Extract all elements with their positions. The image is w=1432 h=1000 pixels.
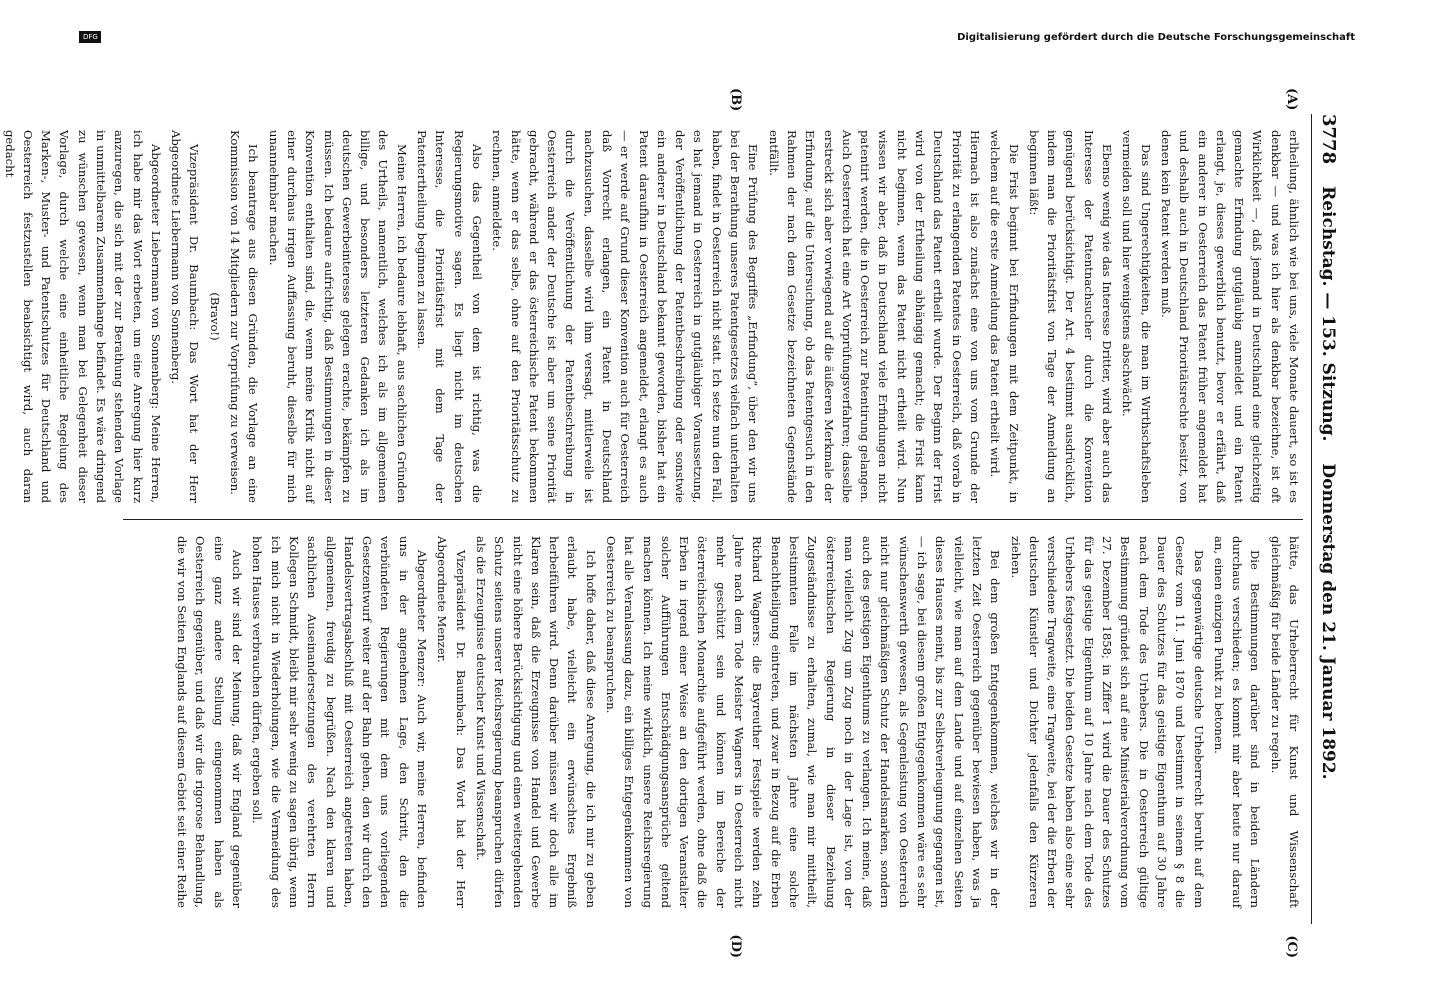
paragraph: Eine Prüfung des Begriffes „Erfindung“, über den wir uns bei der Berathung unseres Patentgesetzes vielfach unterhalten haben, findet in Oesterreich nicht statt. Ich setze nun den Fall, es hat jemand in Oesterreich in gutgläubiger Voraussetzung, der Veröffentlichung der Patentbeschreibung oder sonstwie ein anderer in Deutschland bekannt geworden, bisher hat ein Patent daraufhin in Oesterreich angemeldet, erlangt es auch — er werde auf Grund dieser Konvention auch für Oesterreich daß Vorrecht erlangen, ein Patent in Deutschland nachzusuchen, dasselbe wird ihm versagt, mittlerweile ist durch die Veröffentlichung der Patentbeschreibung in Oesterreich ander der Deutsche ist aber um seine Priorität gebracht, während er das österreichische Patent bekommen hätte, wenn er das selbe, ohne auf den Prioritätsschutz zu rechnen, anmeldete. [490,130,761,503]
margin-letter-a: (A) [1284,88,1299,111]
page-number: 3778 [1318,114,1339,165]
dfg-logo: DFG [79,31,101,43]
paragraph: Ich hoffe daher, daß diese Anregung, die ich mir zu geben erlaubt habe, vielleicht ein erwünschtes Ergebniß herbeiführen wird. Denn darüber müssen wir doch alle im Klaren sein, daß die Erzeugnisse von Handel und Gewerbe nicht eine höhere Berücksichtigung und einen weitergehenden Schutz seitens unserer Reichsregierung beanspruchen dürfen als die Erzeugnisse deutscher Kunst und Wissenschaft. [473,536,598,908]
paragraph: Also das Gegentheil von dem ist richtig, was die Regierungsmotive sagen. Es liegt nicht im deutschen Interesse, die Prioritätsfrist mit dem Tage der Patentertheilung beginnen zu lassen. [415,130,484,503]
paragraph: Vizepräsident Dr. Baumbach: Das Wort hat der Herr Abgeordnete Menzer. [435,536,468,908]
header-date: Donnerstag den 21. Januar 1892. [1318,463,1338,780]
interjection: (Bravo!) [207,292,222,341]
text-columns [2,88,1303,958]
right-column [123,519,1303,924]
paragraph: Die Frist beginnt bei Erfindungen mit dem Zeitpunkt, in welchem auf die erste Anmeldung das Patent ertheilt wird. [988,130,1021,503]
paragraph: Abgeordneter Menzer: Auch wir, meine Herren, befinden uns in der angenehmen Lage, den Schritt, den die verbündeten Regierungen mit dem uns vorliegenden Gesetzentwurf weiter auf der Bahn gehen, den wir durch den Handelsvertragsabschluß mit Oesterreich angetreten haben, allgemeinen, freudig zu begrüßen. Nach den klaren und sachlichen Auseinandersetzungen des verehrten Herrn Kollegen Schmidt, bleibt mir sehr wenig zu sagen übrig, wenn ich mich nicht in Wiederholungen, wie die Vermeidung des hohen Hauses verbrauchen dürfen, ergeben soll. [250,536,430,908]
paragraph: Vizepräsident Dr. Baumbach: Das Wort hat der Herr Abgeordnete Liebermann von Sonnenberg. [169,130,202,503]
paragraph: Das gegenwärtige deutsche Urheberrecht beruht auf dem Gesetz vom 11. Juni 1870 und bestimmt in seinem § 8 die Dauer des Schutzes für das geistige Eigenthum auf 30 Jahre nach dem Tode des Urhebers. Die in Oesterreich gültige Bestimmung gründet sich auf eine Ministerialverordnung vom 27. Dezember 1858; in Ziffer 1 wird die Dauer des Schutzes für das geistige Eigenthum auf 10 Jahre nach dem Tode des Urhebers festgesetzt. Die beiden Gesetze haben also eine sehr verschiedene Tragweite, eine Tragweite, bei der die Erben der deutschen Künstler und Dichter jedenfalls den Kürzeren ziehen. [1008,536,1206,908]
document-page [2,30,1361,970]
paragraph: Bei dem großen Entgegenkommen, welches wir in der letzten Zeit Oesterreich gegenüber bewiesen haben, was ja vielleicht, wie man auf dem Lande und auf einzelnen Seiten dieses Hauses meint, bis zur Selbstverleugnung gegangen ist, — ich sage, bei diesem großen Entgegenkommen wäre es sehr wünschenswerth gewesen, als Gegenleistung von Oesterreich nicht nur gleichmäßigen Schutz der Handelsmarken, sondern auch des geistigen Eigenthums zu verlangen. Ich meine, daß man vielleicht Zug um Zug noch in der Lage ist, von der österreichischen Regierung in dieser Beziehung Zugeständnisse zu erhalten, zumal, wie man mir mittheilt, bestimmten Falle im nächsten Jahre eine solche Benachtheiligung eintreten, und zwar in Bezug auf die Erben Richard Wagners: die Bayreuther Festspiele werden zehn Jahre nach dem Tode Meister Wagners in Oesterreich nicht mehr geschützt sein und können im Bereiche der österreichischen Monarchie aufgeführt werden, ohne daß die Erben in irgend einer Weise an den dortigen Veranstalter solcher Aufführungen Entschädigungsansprüche geltend machen können. Ich meine wirklich, unsere Reichsregierung hat alle Veranlassung dazu, ein billiges Entgegenkommen von Oesterreich zu beanspruchen. [604,536,1003,908]
digitization-note: Digitalisierung gefördert durch die Deutsche Forschungsgemeinschaft [957,32,1355,43]
paragraph: Meine Herren, ich bedaure lebhaft, aus sachlichen Gründen des Urtheils, namentlich, welches ich als im allgemeinen billige, und besonders letzteren Gedanken ich als im deutschen Gewerbeinteresse gelegen erachte, bekämpfen zu müssen. Ich bedaure aufrichtig, daß Bestimmungen in dieser Konvention enthalten sind, die, wenn meine Kritik nicht auf einer durchaus irrigen Auffassung beruht, dieselbe für mich unannehmbar machen. [266,130,409,503]
paragraph: Abgeordneter Liebermann von Sonnenberg: Meine Herren, ich habe mir das Wort erbeten, um eine Anregung hier kurz anzuregen, die sich mit der zur Berathung stehenden Vorlage in unmittelbarem Zusammenhange befindet. Es wäre dringend zu wünschen gewesen, wenn man bei Gelegenheit dieser Vorlage, durch welche eine einheitliche Regelung des Marken-, Muster- und Patentschutzes für Deutschland und Oesterreich festzustellen beabsichtigt wird, auch daran gedacht [2,130,163,503]
left-column [2,114,1303,519]
margin-letter-d: (D) [728,934,743,958]
paragraph: Ebenso wenig wie das Interesse Dritter, wird aber auch das Interesse der Patentnachsucher durch die Konvention genügend berücksichtigt. Der Art. 4 bestimmt ausdrücklich, indem man die Prioritätsfrist von Tage der Anmeldung an beginnen läßt: [1026,130,1115,503]
paragraph: Ich beantrage aus diesen Gründen, die Vorlage an eine Kommission von 14 Mitgliedern zur Vorprüfung zu verweisen. [228,130,261,503]
paragraph: Auch wir sind der Meinung, daß wir England gegenüber eine ganz andere Stellung eingenommen haben als Oesterreich gegenüber, und daß wir die rigorose Behandlung, die wir von Seiten Englands auf diesem Gebiet seit einer Reihe [175,536,245,908]
paragraph: Die Bestimmungen darüber sind in beiden Ländern durchaus verschieden; es kommt mir aber heute nur darauf an, einen einzigen Punkt zu betonen. [1211,536,1263,908]
paragraph: Hiernach ist also zunächst eine von uns vom Grunde der Priorität zu erlangenden Patentes in Oesterreich, daß vorab in Deutschland das Patent ertheilt wurde. Der Beginn der Frist wird von der Ertheilung abhängig gemacht; die Frist kann nicht beginnen, wenn das Patent nicht ertheilt wird. Nun wissen wir aber, daß in Deutschland viele Erfindungen nicht patentirt werden, die in Oesterreich zur Patentirung gelangen. Auch Oesterreich hat eine Art Vorprüfungsverfahren; dasselbe erstreckt sich aber vorwiegend auf die äußeren Merkmale der Erfindung, auf die Untersuchung, ob das Patentgesuch in den Rahmen der nach dem Gesetze bezeichneten Gegenstände entfällt. [766,130,982,503]
header-title: Reichstag. — 153. Sitzung. [1318,186,1338,442]
margin-letter-c: (C) [1284,935,1299,958]
page-header [1311,114,1339,924]
paragraph: erlheilung, ähnlich wie bei uns, viele Monate dauert, so ist es denkbar — und was ich hier als denkbar bezeichne, ist oft Wirklichkeit —, daß jemand in Deutschland eine gleichzeitig gemachte Erfindung gutgläubig anmeldet und ein Patent erlangt, je, dieses gewerblich benutzt, bevor er erfährt, daß ein anderer in Oesterreich das Patent früher angemeldet hat und deshalb auch in Deutschland Prioritätsrechte besitzt, von denen kein Patent werden muß. [1158,130,1301,503]
margin-letter-b: (B) [728,88,743,112]
paragraph: hätte, das Urheberrecht für Kunst und Wissenschaft gleichmäßig für beide Länder zu regeln. [1268,536,1301,908]
paragraph: Das sind Ungerechtigkeiten, die man im Wirthschaftsleben vermeiden soll und hier wenigstens abschwächt. [1120,130,1153,503]
